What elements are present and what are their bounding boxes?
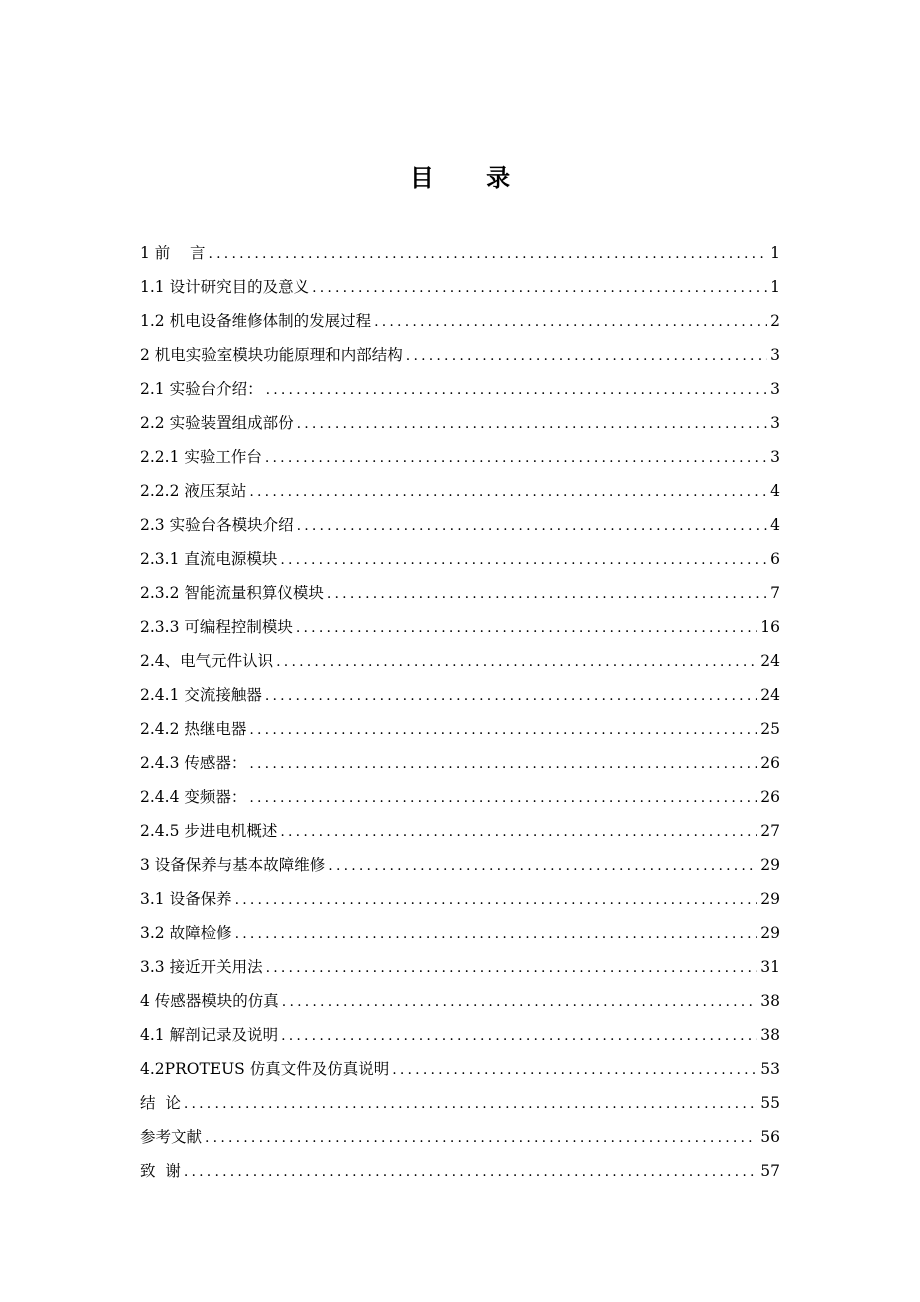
- toc-entry-label: 2 机电实验室模块功能原理和内部结构: [140, 346, 403, 364]
- toc-leader-dots: [406, 339, 767, 373]
- toc-leader-dots: [328, 849, 757, 883]
- toc-entry-label: 1.1 设计研究目的及意义: [140, 278, 310, 296]
- toc-entry-label: 2.2.2 液压泵站: [140, 482, 247, 500]
- toc-leader-dots: [205, 1121, 757, 1155]
- toc-entry-label: 2.1 实验台介绍：: [140, 380, 263, 398]
- toc-entry[interactable]: [140, 1052, 780, 1086]
- toc-entry-page-number: 1: [770, 244, 780, 262]
- toc-entry-label: 4.2PROTEUS 仿真文件及仿真说明: [140, 1060, 390, 1078]
- toc-entry[interactable]: [140, 678, 780, 712]
- toc-entry-label: 2.4.4 变频器：: [140, 788, 247, 806]
- toc-entry-page-number: 57: [760, 1162, 780, 1180]
- toc-leader-dots: [266, 373, 768, 407]
- toc-entry-page-number: 25: [760, 720, 780, 738]
- toc-entry[interactable]: [140, 338, 780, 372]
- toc-entry[interactable]: [140, 780, 780, 814]
- toc-entry-label: 2.3.2 智能流量积算仪模块: [140, 584, 324, 602]
- toc-leader-dots: [265, 679, 757, 713]
- toc-leader-dots: [281, 1019, 757, 1053]
- toc-leader-dots: [276, 645, 757, 679]
- toc-entry[interactable]: [140, 542, 780, 576]
- toc-leader-dots: [209, 237, 768, 271]
- toc-entry[interactable]: [140, 508, 780, 542]
- toc-leader-dots: [265, 441, 767, 475]
- toc-entry[interactable]: [140, 1120, 780, 1154]
- toc-leader-dots: [392, 1053, 757, 1087]
- toc-entry-page-number: 24: [760, 652, 780, 670]
- toc-leader-dots: [280, 543, 767, 577]
- toc-entry[interactable]: [140, 984, 780, 1018]
- toc-leader-dots: [235, 917, 758, 951]
- toc-leader-dots: [282, 985, 757, 1019]
- toc-entry-label: 3.1 设备保养: [140, 890, 232, 908]
- toc-leader-dots: [184, 1155, 757, 1189]
- toc-entry-page-number: 26: [760, 754, 780, 772]
- toc-entry-page-number: 2: [770, 312, 780, 330]
- toc-entry[interactable]: [140, 814, 780, 848]
- toc-entry-label: 2.3 实验台各模块介绍: [140, 516, 294, 534]
- toc-entry-label: 2.4.3 传感器：: [140, 754, 247, 772]
- toc-leader-dots: [296, 611, 757, 645]
- toc-leader-dots: [297, 509, 768, 543]
- toc-entry[interactable]: [140, 474, 780, 508]
- toc-entry-label: 参考文献: [140, 1128, 203, 1146]
- toc-leader-dots: [266, 951, 758, 985]
- toc-entry-page-number: 3: [770, 448, 780, 466]
- toc-entry-page-number: 56: [760, 1128, 780, 1146]
- toc-leader-dots: [327, 577, 767, 611]
- toc-entry-label: 致 谢: [140, 1162, 181, 1180]
- toc-entry-page-number: 38: [760, 1026, 780, 1044]
- toc-entry-page-number: 38: [760, 992, 780, 1010]
- toc-entry-label: 2.3.1 直流电源模块: [140, 550, 278, 568]
- toc-entry-page-number: 3: [770, 346, 780, 364]
- toc-entry-page-number: 3: [770, 380, 780, 398]
- toc-leader-dots: [280, 815, 757, 849]
- toc-entry[interactable]: [140, 372, 780, 406]
- toc-entry-label: 2.2 实验装置组成部份: [140, 414, 294, 432]
- toc-entry[interactable]: [140, 270, 780, 304]
- toc-entry-label: 4.1 解剖记录及说明: [140, 1026, 279, 1044]
- toc-entry[interactable]: [140, 406, 780, 440]
- toc-entry-label: 2.3.3 可编程控制模块: [140, 618, 293, 636]
- toc-entry[interactable]: [140, 304, 780, 338]
- toc-leader-dots: [374, 305, 767, 339]
- toc-leader-dots: [249, 747, 757, 781]
- toc-entry[interactable]: [140, 1086, 780, 1120]
- toc-entry-page-number: 3: [770, 414, 780, 432]
- toc-entry-label: 结 论: [140, 1094, 181, 1112]
- toc-entry[interactable]: [140, 1154, 780, 1188]
- toc-leader-dots: [235, 883, 758, 917]
- toc-leader-dots: [312, 271, 767, 305]
- toc-entry-page-number: 31: [760, 958, 780, 976]
- toc-entry[interactable]: [140, 236, 780, 270]
- toc-entry[interactable]: [140, 644, 780, 678]
- toc-title: 目 录: [409, 164, 533, 192]
- toc-entry-label: 3.2 故障检修: [140, 924, 232, 942]
- toc-entry-page-number: 26: [760, 788, 780, 806]
- toc-entry-label: 4 传感器模块的仿真: [140, 992, 279, 1010]
- toc-entry-page-number: 16: [760, 618, 780, 636]
- toc-leader-dots: [249, 713, 757, 747]
- toc-leader-dots: [184, 1087, 757, 1121]
- toc-entry-page-number: 7: [770, 584, 780, 602]
- toc-entry-page-number: 29: [760, 856, 780, 874]
- toc-entry-page-number: 55: [760, 1094, 780, 1112]
- toc-leader-dots: [297, 407, 768, 441]
- toc-entry-page-number: 4: [770, 482, 780, 500]
- toc-entry-label: 2.4.2 热继电器: [140, 720, 247, 738]
- toc-entry-page-number: 4: [770, 516, 780, 534]
- toc-entry[interactable]: [140, 440, 780, 474]
- toc-entry[interactable]: [140, 610, 780, 644]
- toc-entry[interactable]: [140, 1018, 780, 1052]
- toc-entry-label: 2.4.1 交流接触器: [140, 686, 262, 704]
- toc-entry[interactable]: [140, 576, 780, 610]
- toc-entry-page-number: 1: [770, 278, 780, 296]
- toc-entry-page-number: 6: [770, 550, 780, 568]
- toc-entry-page-number: 24: [760, 686, 780, 704]
- toc-entry-page-number: 53: [760, 1060, 780, 1078]
- toc-leader-dots: [249, 781, 757, 815]
- toc-entry[interactable]: [140, 916, 780, 950]
- toc-entry-label: 3.3 接近开关用法: [140, 958, 263, 976]
- toc-entry-label: 1 前 言: [140, 244, 206, 262]
- toc-entry-label: 1.2 机电设备维修体制的发展过程: [140, 312, 372, 330]
- toc-entry[interactable]: [140, 712, 780, 746]
- toc-entry[interactable]: [140, 950, 780, 984]
- toc-entry[interactable]: [140, 882, 780, 916]
- toc-entry-label: 2.4、电气元件认识: [140, 652, 274, 670]
- toc-entry-page-number: 29: [760, 924, 780, 942]
- toc-list: [140, 236, 780, 1188]
- toc-entry-label: 3 设备保养与基本故障维修: [140, 856, 326, 874]
- toc-entry[interactable]: [140, 848, 780, 882]
- toc-entry-page-number: 27: [760, 822, 780, 840]
- toc-entry[interactable]: [140, 746, 780, 780]
- toc-entry-label: 2.2.1 实验工作台: [140, 448, 262, 466]
- toc-entry-page-number: 29: [760, 890, 780, 908]
- toc-leader-dots: [249, 475, 767, 509]
- toc-entry-label: 2.4.5 步进电机概述: [140, 822, 278, 840]
